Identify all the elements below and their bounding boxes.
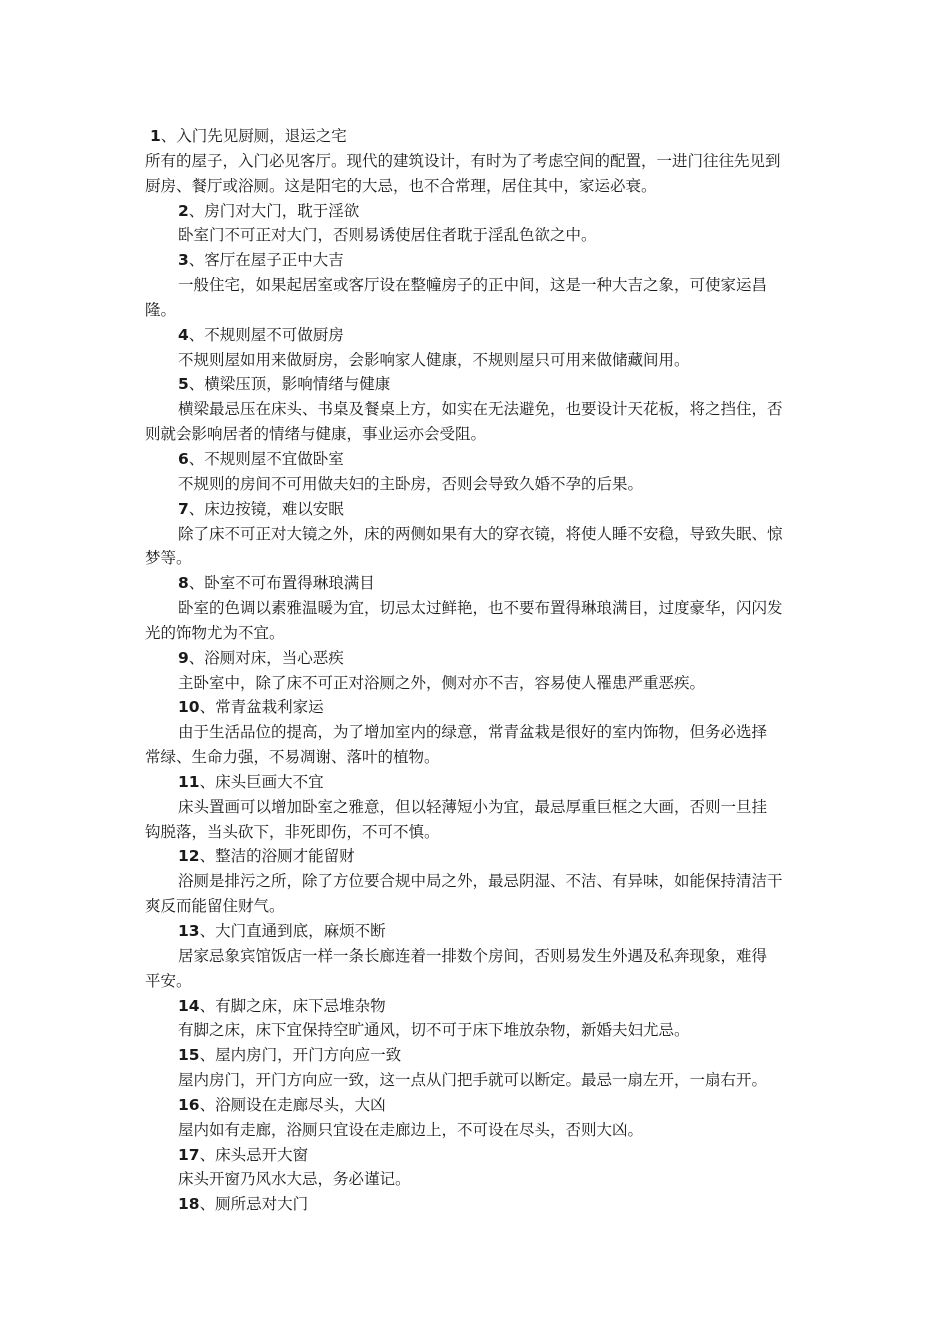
section-number: 12 <box>178 847 200 866</box>
body-line: 居家忌象宾馆饭店一样一条长廊连着一排数个房间，否则易发生外遇及私奔现象，难得 <box>178 946 768 965</box>
section-heading <box>145 1143 813 1168</box>
section-heading <box>145 199 813 224</box>
section-heading <box>145 844 813 869</box>
section-number: 14 <box>178 996 200 1015</box>
body-line: 有脚之床，床下宜保持空旷通风，切不可于床下堆放杂物，新婚夫妇尤忌。 <box>178 1021 690 1040</box>
section-title: 、横梁压顶，影响情绪与健康 <box>188 375 391 394</box>
section-number: 18 <box>178 1195 200 1214</box>
body-line: 不规则的房间不可用做夫妇的主卧房，否则会导致久婚不孕的后果。 <box>178 474 644 493</box>
section-title: 、客厅在屋子正中大吉 <box>188 251 344 270</box>
body-line: 除了床不可正对大镜之外，床的两侧如果有大的穿衣镜，将使人睡不安稳，导致失眠、惊 <box>178 524 783 543</box>
section-heading <box>145 994 813 1019</box>
body-line: 厨房、餐厅或浴厕。这是阳宅的大忌，也不合常理，居住其中，家运必衰。 <box>145 176 657 195</box>
section-title: 、整洁的浴厕才能留财 <box>199 847 355 866</box>
section-title: 、床头巨画大不宜 <box>199 772 324 791</box>
section-heading <box>145 1043 813 1068</box>
section-heading <box>145 919 813 944</box>
section-title: 、不规则屋不可做厨房 <box>188 325 344 344</box>
section-number: 11 <box>178 772 200 791</box>
section-title: 、厕所忌对大门 <box>199 1195 309 1214</box>
section-heading <box>145 646 813 671</box>
section-number: 13 <box>178 922 200 940</box>
body-line: 光的饰物尤为不宜。 <box>145 623 285 642</box>
body-line: 浴厕是排污之所，除了方位要合规中局之外，最忌阴湿、不洁、有异味，如能保持清洁干 <box>178 872 783 891</box>
section-heading <box>145 248 813 273</box>
section-title: 、浴厕对床，当心恶疾 <box>188 648 344 667</box>
section-number: 16 <box>178 1095 200 1114</box>
section-title: 、卧室不可布置得琳琅满目 <box>188 574 375 593</box>
section-number: 7 <box>178 499 189 518</box>
body-line: 由于生活品位的提高，为了增加室内的绿意，常青盆栽是很好的室内饰物，但务必选择 <box>178 723 768 742</box>
body-line: 屋内房门，开门方向应一致，这一点从门把手就可以断定。最忌一扇左开，一扇右开。 <box>178 1071 768 1090</box>
section-number: 1 <box>150 127 161 145</box>
body-line: 梦等。 <box>145 549 192 568</box>
section-title: 、房门对大门，耽于淫欲 <box>188 201 360 220</box>
section-heading <box>145 571 813 596</box>
body-line: 不规则屋如用来做厨房，会影响家人健康，不规则屋只可用来做储藏间用。 <box>178 350 690 369</box>
section-title: 、有脚之床，床下忌堆杂物 <box>199 996 386 1015</box>
section-number: 9 <box>178 648 189 667</box>
section-number: 15 <box>178 1046 200 1065</box>
section-title: 、不规则屋不宜做卧室 <box>188 449 344 468</box>
section-number: 4 <box>178 325 189 344</box>
body-line: 平安。 <box>145 971 192 990</box>
body-line: 床头置画可以增加卧室之雅意，但以轻薄短小为宜，最忌厚重巨框之大画，否则一旦挂 <box>178 797 768 816</box>
body-line: 一般住宅，如果起居室或客厅设在整幢房子的正中间，这是一种大吉之象，可使家运昌 <box>178 276 768 295</box>
section-number: 5 <box>178 375 189 394</box>
section-title: 、大门直通到底，麻烦不断 <box>199 922 386 940</box>
section-number: 8 <box>178 574 189 593</box>
section-heading <box>145 1093 813 1118</box>
section-title: 、屋内房门，开门方向应一致 <box>199 1046 402 1065</box>
section-number: 6 <box>178 449 189 468</box>
section-title: 、床头忌开大窗 <box>199 1145 309 1164</box>
section-heading <box>145 770 813 795</box>
section-number: 10 <box>178 698 200 717</box>
section-heading <box>145 497 813 522</box>
body-line: 常绿、生命力强，不易凋谢、落叶的植物。 <box>145 748 440 767</box>
body-line: 主卧室中，除了床不可正对浴厕之外，侧对亦不吉，容易使人罹患严重恶疾。 <box>178 673 706 692</box>
body-line: 卧室门不可正对大门，否则易诱使居住者耽于淫乱色欲之中。 <box>178 226 597 245</box>
section-heading <box>145 323 813 348</box>
section-number: 2 <box>178 201 189 220</box>
body-line: 钩脱落，当头砍下，非死即伤，不可不慎。 <box>145 822 440 841</box>
body-line: 爽反而能留住财气。 <box>145 897 285 916</box>
body-line: 所有的屋子，入门必见客厅。现代的建筑设计，有时为了考虑空间的配置，一进门往往先见到 <box>145 151 781 170</box>
section-heading <box>145 695 813 720</box>
body-line: 则就会影响居者的情绪与健康，事业运亦会受阻。 <box>145 425 487 444</box>
section-title: 、常青盆栽利家运 <box>199 698 324 717</box>
section-number: 3 <box>178 251 189 270</box>
body-line: 隆。 <box>145 300 177 319</box>
section-heading <box>145 372 813 397</box>
body-line: 屋内如有走廊，浴厕只宜设在走廊边上，不可设在尽头，否则大凶。 <box>178 1120 644 1139</box>
body-line: 卧室的色调以素雅温暖为宜，切忌太过鲜艳，也不要布置得琳琅满目，过度豪华，闪闪发 <box>178 599 783 618</box>
section-title: 、入门先见厨厕，退运之宅 <box>160 127 347 145</box>
body-line: 床头开窗乃风水大忌，务必谨记。 <box>178 1170 411 1189</box>
section-title: 、床边按镜，难以安眠 <box>188 499 344 518</box>
section-heading <box>145 124 813 149</box>
section-heading <box>145 447 813 472</box>
body-line: 横梁最忌压在床头、书桌及餐桌上方，如实在无法避免，也要设计天花板，将之挡住，否 <box>178 400 783 419</box>
section-heading <box>145 1192 813 1217</box>
document-body <box>145 124 813 1217</box>
section-title: 、浴厕设在走廊尽头，大凶 <box>199 1095 386 1114</box>
section-number: 17 <box>178 1145 200 1164</box>
